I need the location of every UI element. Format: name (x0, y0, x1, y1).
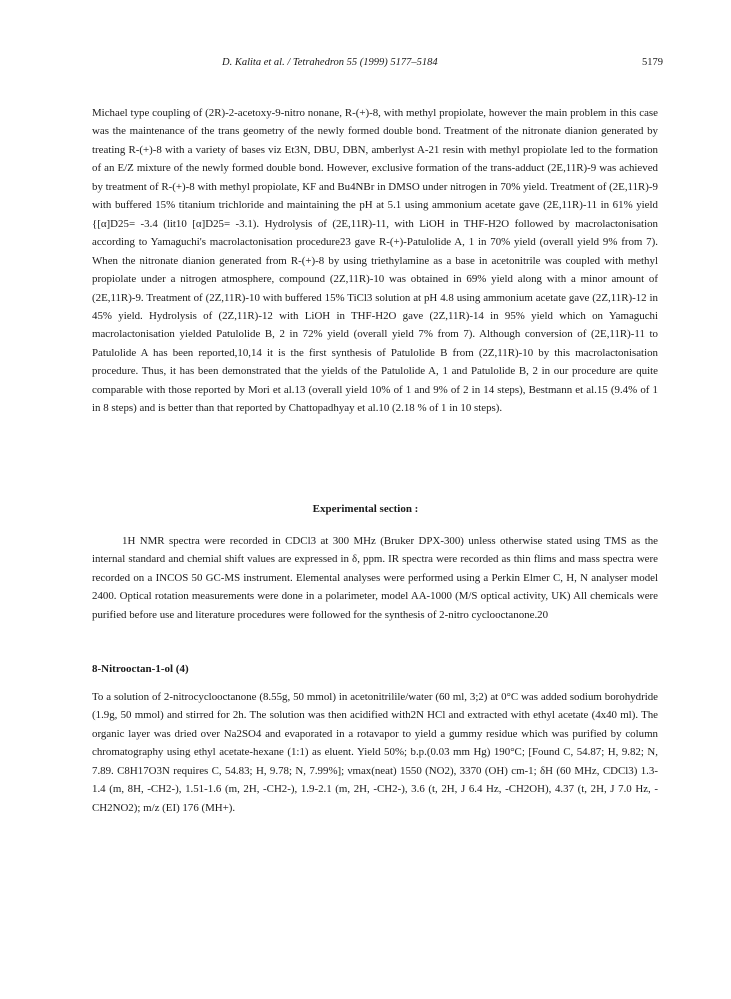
text-line: (overall yield 10% of 1 and 9% of 2 in 14 steps), Bestmann et al.15 (9.4% of 1 in 8 steps) and is better than (92, 383, 658, 415)
page-number: 5179 (642, 57, 663, 68)
text-line: rotavapor to yield a gummy residue which was purified by column chromatography using ethyl acetate-hexane (92, 727, 658, 759)
text-line: Yamaguchi macrolactonisation yielded Patulolide B, 2 in 72% yield (overall yield 7% from 7). Although (92, 309, 658, 341)
text-line: Patulolide A, 1 and Patulolide B, 2 in our procedure are quite comparable with those reported by Mori et al.13 (92, 365, 658, 396)
text-line: as thin flims and mass spectra were recorded on a INCOS 50 GC-MS instrument. Elemental analyses were (92, 553, 658, 584)
running-title: D. Kalita et al. / Tetrahedron 55 (1999) 5177–5184 (222, 57, 438, 68)
text-line: performed using a Perkin Elmer C, H, N analyser model 2400. Optical rotation measurements were done in a (92, 571, 658, 603)
results-paragraph (92, 104, 658, 418)
text-line: problem in this case was the maintenance of the trans geometry of the newly formed double bond. Treatment (92, 107, 658, 138)
experimental-heading: Experimental section : (312, 503, 419, 515)
text-line: (2Z,11R)-10 by this macrolactonisation procedure. Thus, it has been demonstrated that the yields of the (92, 346, 658, 378)
text-line: 70% yield (overall yield 9% from 7). When the nitronate dianion generated from R-(+)-8 by using (92, 236, 658, 267)
text-line: 1.3-1.4 (m, 8H, -CH2-), 1.51-1.6 (m, 2H, -CH2-), 1.9-2.1 (m, 2H, -CH2-), 3.6 (t, 2H, J 6.4 Hz, -CH2OH), 4.37 (92, 764, 658, 796)
text-line: A-21 resin with methyl propiolate led to the formation of an E/Z mixture of the newly formed double bond. (92, 143, 658, 175)
text-line: conversion of (2E,11R)-11 to Patulolide A has been reported,10,14 it is the first synthesis of Patulolide B from (92, 328, 658, 359)
text-line: extracted with ethyl acetate (4x40 ml). The organic layer was dried over Na2SO4 and evaporated in a (92, 709, 658, 740)
text-line: (2Z,11R)-10 with buffered 15% TiCl3 solution at pH 4.8 using ammonium acetate gave (2Z,11R)-12 in 45% (92, 291, 658, 322)
text-line: sodium borohydride (1.9g, 50 mmol) and stirred for 2h. The solution was then acidified with2N HCl and (92, 691, 658, 722)
text-line: methyl propiolate, KF and Bu4NBr in DMSO under nitrogen in 70% yield. Treatment of (2E,11R)-9 with (92, 180, 658, 212)
compound-paragraph (92, 688, 658, 817)
experimental-paragraph (92, 532, 658, 624)
text-line: that reported by Chattopadhyay et al.10 (2.18 % of 1 in 10 steps). (216, 402, 503, 415)
text-line: requires C, 54.83; H, 9.78; N, 7.99%]; νmax(neat) 1550 (NO2), 3370 (OH) cm-1; δH (60 MHz, CDCl3) (173, 764, 638, 777)
text-line: of the nitronate dianion generated by treating R-(+)-8 with a variety of bases viz Et3N, DBU, DBN, amberlyst (92, 125, 658, 156)
text-line: (t, 2H, J 7.0 Hz, -CH2NO2); m/z (EI) 176 (MH+). (92, 783, 659, 814)
text-line: 1H NMR spectra were recorded in CDCl3 at 300 MHz (Bruker DPX-300) unless otherwise stated (122, 535, 573, 547)
text-line: using TMS as the internal standard and chemial shift values are expressed in δ, ppm. IR spectra were recorded (92, 535, 658, 566)
text-line: yield. Hydrolysis of (2Z,11R)-12 with LiOH in THF-H2O gave (2Z,11R)-14 in 95% yield which on (118, 309, 603, 322)
text-line: Michael type coupling of (2R)-2-acetoxy-9-nitro nonane, R-(+)-8, with methyl propiolate, however the main (92, 107, 568, 119)
text-line: 61% yield {[α]D25= -3.4 (lit10 [α]D25= -3.1). Hydrolysis of (2E,11R)-11, with LiOH in THF-H2O followed by (92, 199, 658, 230)
text-line: To a solution of 2-nitrocyclooctanone (8.55g, 50 mmol) in acetonitrilile/water (60 ml, 3;2) at 0°C was added (92, 691, 567, 703)
running-head (0, 57, 731, 73)
text-line: compound (2Z,11R)-10 was obtained in 69% yield along with a minor amount of (2E,11R)-9. Treatment of (92, 273, 658, 304)
text-line: procedures were followed for the synthesis of 2-nitro cyclooctanone.20 (237, 608, 549, 621)
text-line: macrolactonisation according to Yamaguchi's macrolactonisation procedure23 gave R-(+)-Patulolide A, 1 in (92, 217, 658, 249)
text-line: However, exclusive formation of the trans-adduct (2E,11R)-9 was achieved by treatment of R-(+)-8 with (92, 162, 658, 193)
text-line: triethylamine as a base in acetonitrile was coupled with methyl propiolate under a nitrogen atmosphere, (92, 254, 658, 286)
compound-heading: 8-Nitrooctan-1-ol (4) (92, 663, 189, 675)
text-line: (1:1) as eluent. Yield 50%; b.p.(0.03 mm Hg) 190°C; [Found C, 54.87; H, 9.82; N, 7.89. C8H17O3N (92, 746, 658, 777)
text-line: polarimeter, model AA-1000 (M/S optical activity, UK) All chemicals were purified before use and literature (92, 590, 658, 621)
text-line: buffered 15% titanium trichloride and maintaining the pH at 5.1 using ammonium acetate gave (2E,11R)-11 in (114, 199, 610, 212)
